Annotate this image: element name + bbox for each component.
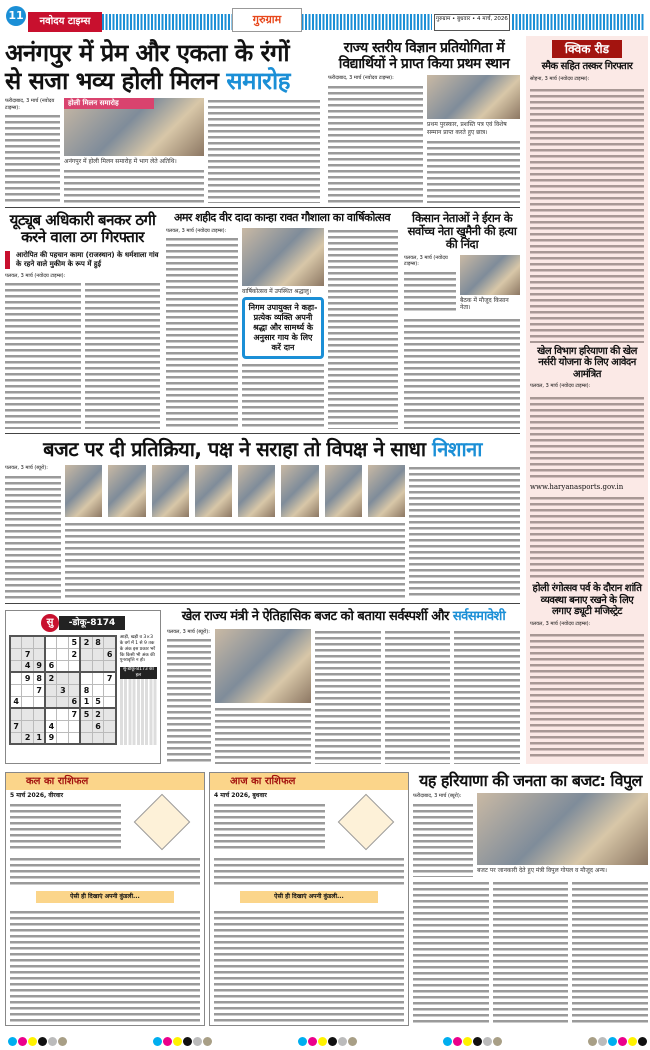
youtube-headline: यूट्यूब अधिकारी बनकर ठगी करने वाला ठग गिरफ्तार: [9, 211, 156, 247]
person-photo: [281, 465, 318, 517]
sudoku-cell: [45, 708, 57, 720]
sudoku-cell: [45, 684, 57, 696]
science-body: [427, 139, 520, 203]
sudoku-cell: 5: [92, 696, 104, 708]
page-number: 11: [6, 6, 26, 26]
sudoku-cell: [10, 660, 22, 672]
lead-headline-line2: से सजा भव्य होली मिलन: [5, 66, 219, 95]
sudoku-cell: 2: [92, 708, 104, 720]
youtube-body: [85, 281, 161, 429]
quick-read-body: [530, 87, 644, 343]
sports-body: [167, 637, 211, 764]
sudoku-cell: [80, 648, 92, 660]
rashifal-body: [10, 802, 121, 850]
sports-photo: [215, 629, 311, 703]
person-photo: [368, 465, 405, 517]
sudoku-cell: [45, 696, 57, 708]
dateline-box: गुरुग्राम • बुधवार • 4 मार्च, 2026: [434, 14, 510, 31]
rashifal-date: 5 मार्च 2026, वीरवार: [10, 792, 64, 799]
rashifal-body: [214, 802, 325, 850]
lead-body: [208, 98, 320, 203]
sudoku-cell: 7: [69, 708, 81, 720]
gaushala-body: [242, 362, 324, 429]
sudoku-cell: 9: [22, 672, 34, 684]
farmers-body: [404, 270, 456, 315]
row-sports: [5, 604, 520, 764]
lead-photo: [64, 98, 204, 156]
sudoku-cell: [57, 732, 69, 744]
kundali-banner: ऐसी ही दिखाएं अपनी कुंडली...: [240, 891, 378, 903]
sudoku-cell: [10, 672, 22, 684]
sudoku-cell: [10, 636, 22, 648]
gaushala-headline: अमर शहीद वीर दादा कान्हा रावत गौशाला का वार्षिकोत्सव: [173, 211, 391, 224]
rashifal-title: कल का राशिफल: [6, 773, 204, 790]
gaushala-body: [166, 236, 238, 429]
sudoku-title: -डोकू-8174: [59, 616, 125, 630]
masthead: नवोदय टाइम्स: [28, 12, 102, 32]
sudoku-cell: 1: [33, 732, 45, 744]
sports-dateline: पलवल, 3 मार्च (ब्यूरो):: [167, 628, 210, 635]
sudoku-cell: [57, 720, 69, 732]
sudoku-cell: [104, 720, 116, 732]
lead-headline-line1: अनंगपुर में प्रेम और एकता के रंगों: [5, 39, 290, 67]
sudoku-cell: 4: [10, 696, 22, 708]
sudoku-box: [5, 610, 161, 764]
vipul-body: [413, 802, 473, 877]
sudoku-cell: [92, 648, 104, 660]
quick-read-dateline: पलवल, 3 मार्च (नवोदय टाइम्स):: [530, 620, 591, 627]
science-caption: प्रथम पुरस्कार, प्रशस्ति पत्र एवं विशेष सम्मान प्राप्त करते हुए छात्र।: [427, 121, 507, 136]
sudoku-cell: [10, 708, 22, 720]
sudoku-cell: [104, 732, 116, 744]
sudoku-cell: 2: [22, 732, 34, 744]
sudoku-cell: [92, 660, 104, 672]
sudoku-cell: [104, 708, 116, 720]
sudoku-cell: [33, 696, 45, 708]
registration-marks: [8, 1031, 648, 1050]
sudoku-cell: [104, 636, 116, 648]
sudoku-cell: 9: [45, 732, 57, 744]
sudoku-cell: [33, 648, 45, 660]
youtube-body: [5, 281, 81, 429]
budget-headline: बजट पर दी प्रतिक्रिया, पक्ष ने सराहा तो विपक्ष ने साधा: [43, 437, 426, 461]
budget-headline-accent: निशाना: [432, 437, 482, 461]
sports-body: [385, 629, 451, 764]
sudoku-cell: 2: [80, 636, 92, 648]
person-photo: [108, 465, 145, 517]
vipul-body: [413, 880, 489, 1026]
quick-read-dateline: पलवल, 3 मार्च (नवोदय टाइम्स):: [530, 383, 591, 390]
vipul-headline: यह हरियाणा की जनता का बजट: विपुल: [419, 771, 642, 790]
row-budget: [5, 434, 520, 604]
sudoku-cell: 6: [92, 720, 104, 732]
sudoku-cell: [104, 684, 116, 696]
sudoku-cell: [45, 636, 57, 648]
sudoku-cell: 4: [45, 720, 57, 732]
website-link[interactable]: www.haryanasports.gov.in: [530, 482, 624, 491]
quick-read-body: [530, 632, 644, 760]
gaushala-photo: [242, 228, 324, 286]
sudoku-cell: [10, 684, 22, 696]
budget-photos: [65, 465, 405, 517]
kundali-chart: [338, 794, 395, 851]
quick-read-dateline: सोहना, 3 मार्च (नवोदय टाइम्स):: [530, 75, 590, 82]
farmers-headline: किसान नेताओं ने ईरान के सर्वोच्च नेता खुमैनी की हत्या की निंदा: [407, 211, 517, 252]
rashifal-body: [214, 856, 404, 886]
person-photo: [65, 465, 102, 517]
sudoku-cell: 6: [45, 660, 57, 672]
kundali-chart: [134, 794, 191, 851]
sudoku-cell: [22, 684, 34, 696]
row-news: [5, 208, 520, 434]
sudoku-instructions: आड़ी, खड़ी व 3×3 के वर्ग में 1 से 9 तक के अंक इस प्रकार भरें कि किसी भी अंक की पुनरावृत्ति न हो।: [119, 635, 156, 664]
sudoku-cell: 6: [104, 648, 116, 660]
sudoku-cell: [80, 672, 92, 684]
budget-body: [409, 465, 520, 599]
sudoku-cell: 4: [22, 660, 34, 672]
sudoku-cell: [92, 684, 104, 696]
quick-read-title: क्विक रीड: [552, 40, 622, 58]
budget-body: [5, 474, 61, 600]
sudoku-cell: [22, 636, 34, 648]
youtube-dateline: पलवल, 3 मार्च (नवोदय टाइम्स):: [5, 272, 66, 279]
lead-dateline: फरीदाबाद, 3 मार्च (नवोदय टाइम्स):: [5, 98, 55, 111]
farmers-photo: [460, 255, 520, 295]
science-headline-line2: विद्यार्थियों ने प्राप्त किया प्रथम स्थान: [338, 56, 510, 73]
sudoku-cell: 7: [22, 648, 34, 660]
vipul-photo: [477, 793, 648, 865]
sudoku-cell: [57, 696, 69, 708]
sudoku-cell: [33, 720, 45, 732]
sudoku-cell: 5: [69, 636, 81, 648]
sudoku-cell: [33, 636, 45, 648]
gaushala-caption: वार्षिकोत्सव में उपस्थित श्रद्धालु।: [242, 287, 312, 295]
sudoku-grid: [9, 635, 117, 745]
budget-dateline: पलवल, 3 मार्च (ब्यूरो):: [5, 465, 48, 471]
sudoku-cell: [57, 708, 69, 720]
rashifal-date: 4 मार्च 2026, बुधवार: [214, 792, 267, 799]
farmers-caption: बैठक में मौजूद किसान नेता।: [460, 296, 509, 312]
quick-read-sidebar: [526, 36, 648, 764]
sports-body: [315, 629, 381, 764]
sudoku-answer-grid: [120, 679, 157, 745]
row-bottom: [5, 772, 648, 1026]
sudoku-cell: 1: [80, 696, 92, 708]
science-headline-line1: राज्य स्तरीय विज्ञान प्रतियोगिता में: [343, 40, 505, 56]
rashifal-body: [10, 856, 200, 886]
sports-body: [454, 629, 520, 764]
sudoku-cell: [45, 648, 57, 660]
sudoku-cell: [22, 708, 34, 720]
lead-caption: अनंगपुर में होली मिलन समारोह में भाग लेते अतिथि।: [64, 158, 177, 166]
sudoku-cell: 3: [57, 684, 69, 696]
sudoku-cell: [10, 648, 22, 660]
row-lead: [5, 36, 520, 208]
vipul-body: [493, 880, 569, 1026]
lead-headline-accent: समारोह: [226, 66, 290, 95]
sudoku-cell: [69, 732, 81, 744]
vipul-caption: बजट पर जानकारी देते हुए मंत्री विपुल गोयल व मौजूद अन्य।: [477, 867, 607, 875]
sudoku-cell: [22, 696, 34, 708]
science-headline: [328, 40, 520, 72]
vipul-dateline: फरीदाबाद, 3 मार्च (ब्यूरो):: [413, 793, 462, 800]
lead-body: [64, 168, 204, 203]
sudoku-cell: [92, 732, 104, 744]
science-dateline: फरीदाबाद, 3 मार्च (नवोदय टाइम्स):: [328, 75, 394, 82]
rashifal-title: आज का राशिफल: [210, 773, 408, 790]
kundali-banner: ऐसी ही दिखाएं अपनी कुंडली...: [36, 891, 174, 903]
science-photo: [427, 75, 520, 119]
sudoku-cell: 8: [92, 636, 104, 648]
sudoku-cell: [33, 708, 45, 720]
person-photo: [325, 465, 362, 517]
sports-body: [215, 706, 311, 764]
quick-read-body: [530, 495, 644, 580]
quick-read-body: [530, 395, 644, 480]
sudoku-cell: [22, 720, 34, 732]
header-stripes-right: [512, 14, 644, 30]
sudoku-cell: [80, 720, 92, 732]
youtube-subhead: आरोपित की पहचान कामा (राजस्थान) के धर्मशाला गांव के रहने वाले मुकीम के रूप में हुई: [5, 251, 160, 269]
quick-read-headline: खेल विभाग हरियाणा की खेल नर्सरी योजना के लिए आवेदन आमंत्रित: [537, 345, 637, 380]
sudoku-cell: [69, 684, 81, 696]
gaushala-dateline: पलवल, 3 मार्च (नवोदय टाइम्स):: [166, 227, 227, 234]
sudoku-cell: 7: [104, 672, 116, 684]
rashifal-body: [214, 909, 404, 1022]
sudoku-cell: 8: [80, 684, 92, 696]
sudoku-cell: [69, 660, 81, 672]
budget-body: [65, 521, 405, 599]
sudoku-cell: 2: [69, 648, 81, 660]
sudoku-cell: [69, 720, 81, 732]
sports-headline: खेल राज्य मंत्री ने ऐतिहासिक बजट को बताया सर्वस्पर्शी और: [181, 609, 449, 624]
vipul-body: [572, 880, 648, 1026]
lead-headline: [5, 40, 320, 95]
quick-read-headline: होली रंगोत्सव पर्व के दौरान शांति व्यवस्था बनाए रखने के लिए लगाए ड्यूटी मजिस्ट्रेट: [532, 583, 642, 618]
person-photo: [238, 465, 275, 517]
sudoku-logo: सु: [41, 614, 59, 632]
sudoku-cell: [80, 732, 92, 744]
photo-banner: होली मिलन समारोह: [64, 98, 154, 109]
lead-body: [5, 113, 60, 203]
sudoku-cell: 5: [80, 708, 92, 720]
sports-headline-accent: सर्वसमावेशी: [452, 609, 506, 624]
sudoku-cell: [69, 672, 81, 684]
farmers-dateline: पलवल, 3 मार्च (नवोदय टाइम्स):: [404, 254, 448, 268]
sudoku-answer-label: सु-डोकू-8173 का हल: [120, 667, 157, 679]
sudoku-cell: 2: [45, 672, 57, 684]
sudoku-cell: [104, 696, 116, 708]
sudoku-cell: [80, 660, 92, 672]
science-body: [328, 84, 423, 203]
section-tab: गुरुग्राम: [232, 8, 302, 32]
rashifal-box: [209, 772, 409, 1026]
pull-quote: निगम उपायुक्त ने कहा- प्रत्येक व्यक्ति अपनी श्रद्धा और सामर्थ्य के अनुसार गाय के लिए करें दान: [242, 297, 324, 359]
sudoku-cell: 7: [33, 684, 45, 696]
quick-read-headline: स्मैक सहित तस्कर गिरफ्तार: [541, 61, 633, 72]
sudoku-cell: 9: [33, 660, 45, 672]
rashifal-body: [10, 909, 200, 1022]
sudoku-cell: [10, 732, 22, 744]
sudoku-cell: [104, 660, 116, 672]
rashifal-box: [5, 772, 205, 1026]
gaushala-body: [328, 228, 398, 429]
sudoku-cell: 6: [69, 696, 81, 708]
sudoku-cell: 8: [33, 672, 45, 684]
sudoku-cell: 7: [10, 720, 22, 732]
person-photo: [152, 465, 189, 517]
sudoku-cell: [92, 672, 104, 684]
sudoku-cell: [57, 648, 69, 660]
sudoku-cell: [57, 660, 69, 672]
person-photo: [195, 465, 232, 517]
farmers-body: [404, 317, 520, 429]
sudoku-cell: [57, 636, 69, 648]
sudoku-cell: [57, 672, 69, 684]
